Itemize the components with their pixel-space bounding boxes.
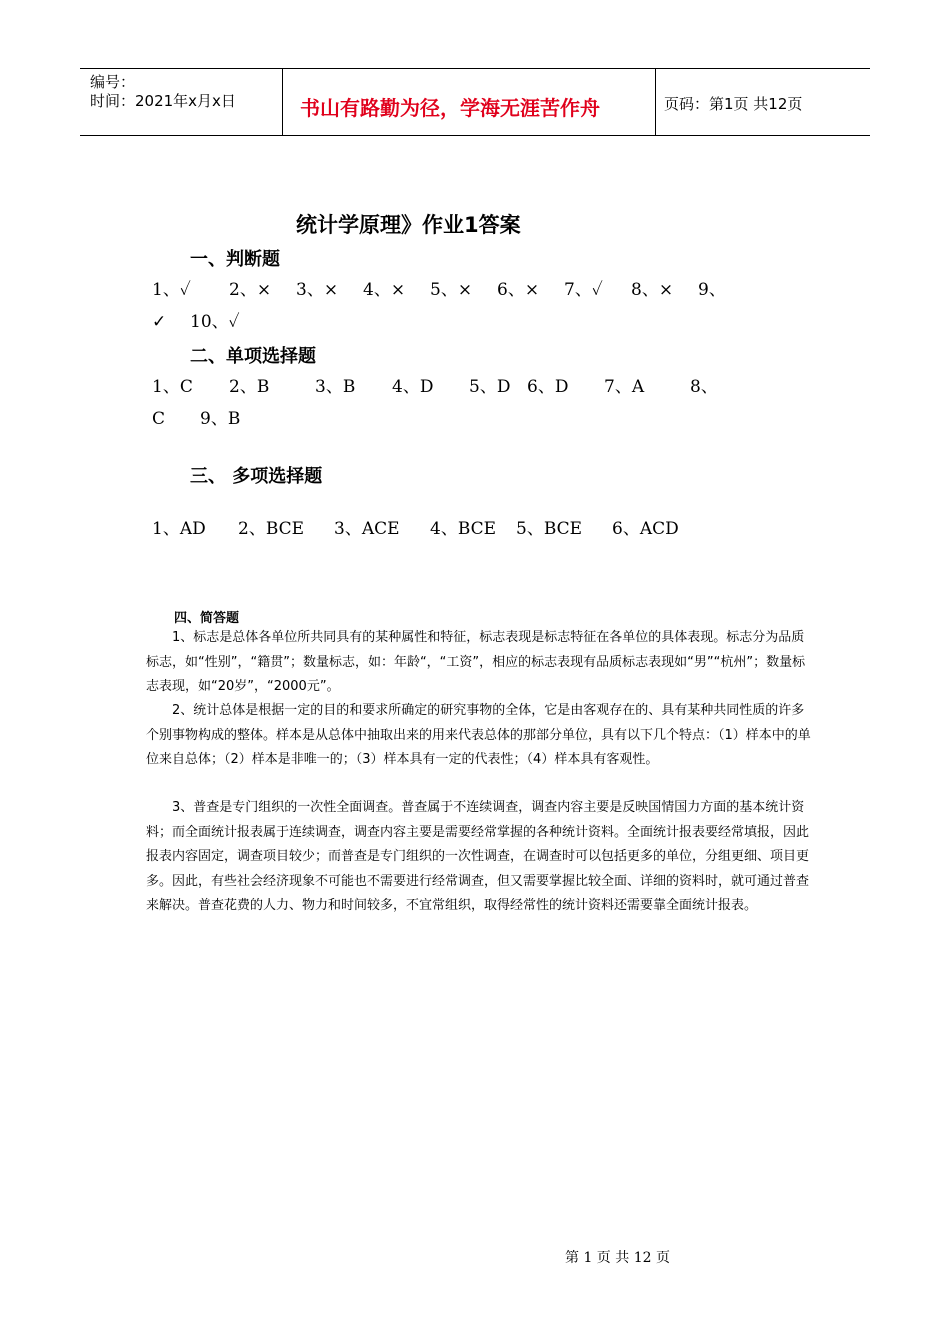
section-heading-multiple-choice: 三、 多项选择题 xyxy=(190,466,323,487)
answer-item: 5、× xyxy=(430,280,473,300)
single-choice-answers-line1 xyxy=(152,371,718,403)
answer-item: 5、D xyxy=(469,377,511,397)
answer-item: 3、B xyxy=(315,377,356,397)
header-divider-left xyxy=(282,68,283,136)
true-false-answers-line2 xyxy=(152,306,240,338)
answer-item: 6、D xyxy=(527,377,569,397)
section-heading-true-false: 一、判断题 xyxy=(190,249,280,270)
answer-item: 7、A xyxy=(604,377,645,397)
answer-item: 8、× xyxy=(631,280,674,300)
answer-item: 10、✓ xyxy=(190,312,240,332)
answer-item: 8、 xyxy=(690,377,718,397)
answer-item: 9、B xyxy=(200,409,241,429)
answer-item: 9、 xyxy=(698,280,726,300)
short-answer-paragraph-1: 1、标志是总体各单位所共同具有的某种属性和特征，标志表现是标志特征在各单位的具体表现。标志分为品质标志，如“性别”，“籍贯”；数量标志，如：年龄“，“工资”，相应的标志表现有品质标志表现如“男”“杭州”；数量标志表现，如“20岁”，“2000元”。 xyxy=(146,630,806,694)
answer-item: 3、ACE xyxy=(334,519,400,539)
footer-page-number: 第 1 页 共 12 页 xyxy=(565,1250,670,1266)
answer-item: 1、✓ xyxy=(152,280,191,300)
answer-item: 1、C xyxy=(152,377,193,397)
answer-item: 6、× xyxy=(497,280,540,300)
true-false-answers-line1 xyxy=(152,274,726,306)
header-divider-right xyxy=(655,68,656,136)
short-answer-paragraph-2: 2、统计总体是根据一定的目的和要求所确定的研究事物的全体，它是由客观存在的、具有某种共同性质的许多个别事物构成的整体。样本是从总体中抽取出来的用来代表总体的那部分单位，具有以下几个特点：（1）样本中的单位来自总体；（2）样本是非唯一的；（3）样本具有一定的代表性；（4）样本具有客观性。 xyxy=(146,703,811,767)
answer-item: 1、AD xyxy=(152,519,206,539)
document-title: 统计学原理》作业1答案 xyxy=(296,213,521,237)
header-top-border xyxy=(80,68,870,69)
header-time-label: 时间：2021年x月x日 xyxy=(90,92,236,110)
answer-item: 5、BCE xyxy=(516,519,583,539)
answer-item: 3、× xyxy=(296,280,339,300)
answer-item: 4、BCE xyxy=(430,519,497,539)
header-number-label: 编号： xyxy=(90,73,136,91)
answer-item: 7、✓ xyxy=(564,280,603,300)
answer-item: 2、BCE xyxy=(238,519,305,539)
header-page-info: 页码：第1页 共12页 xyxy=(664,95,803,113)
answer-item: 4、× xyxy=(363,280,406,300)
answer-item: 4、D xyxy=(392,377,434,397)
section-heading-single-choice: 二、单项选择题 xyxy=(190,346,316,367)
section-heading-short-answer: 四、简答题 xyxy=(174,611,240,626)
answer-item: 2、B xyxy=(229,377,270,397)
single-choice-answers-line2 xyxy=(152,403,240,435)
header-bottom-border xyxy=(80,135,870,136)
header-motto: 书山有路勤为径，学海无涯苦作舟 xyxy=(300,96,600,120)
short-answer-paragraph-3: 3、普查是专门组织的一次性全面调查。普查属于不连续调查，调查内容主要是反映国情国力方面的基本统计资料；而全面统计报表属于连续调查，调查内容主要是需要经常掌握的各种统计资料。全面统计报表要经常填报，因此报表内容固定，调查项目较少；而普查是专门组织的一次性调查，在调查时可以包括更多的单位，分组更细、项目更多。因此，有些社会经济现象不可能也不需要进行经常调查，但又需要掌握比较全面、详细的资料时，就可通过普查来解决。普查花费的人力、物力和时间较多，不宜常组织，取得经常性的统计资料还需要靠全面统计报表。 xyxy=(146,800,810,913)
answer-item: ✓ xyxy=(152,312,167,332)
answer-item: C xyxy=(152,409,166,429)
answer-item: 6、ACD xyxy=(612,519,679,539)
answer-item: 2、× xyxy=(229,280,272,300)
multiple-choice-answers xyxy=(152,513,679,545)
